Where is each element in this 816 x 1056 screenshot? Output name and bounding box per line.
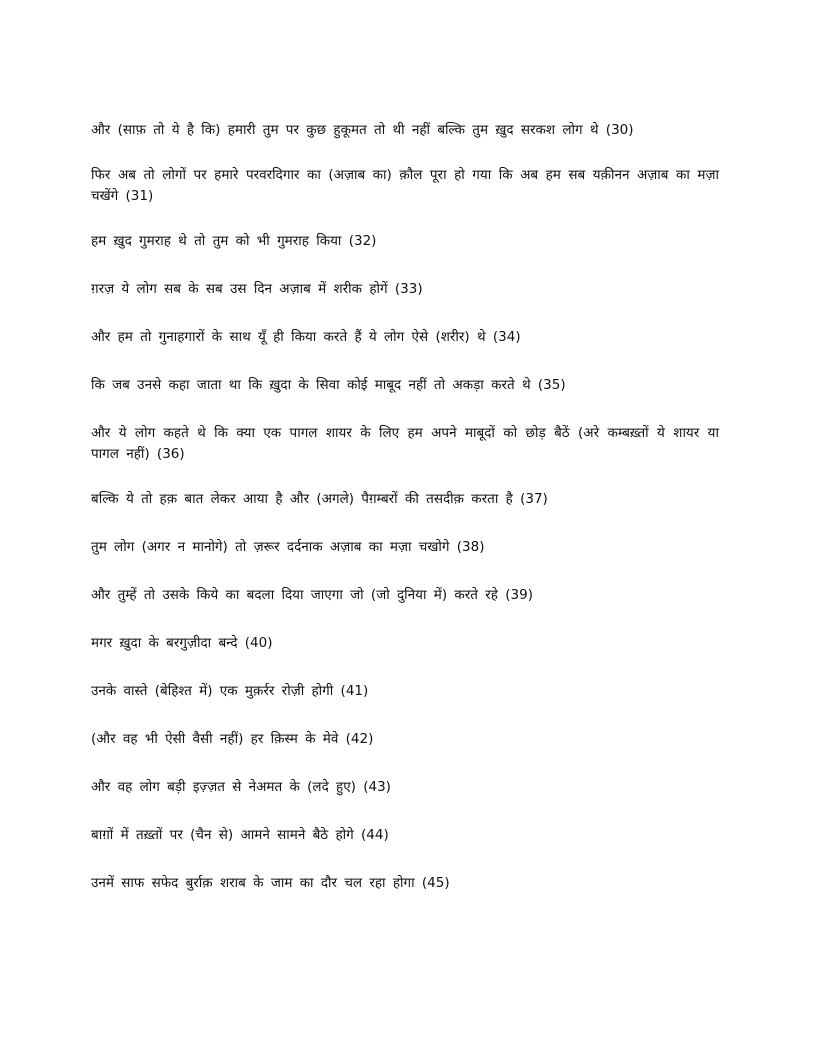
verse-30: और (साफ़ तो ये है कि) हमारी तुम पर कुछ हुकूमत तो थी नहीं बल्कि तुम ख़ुद सरकश लोग थे (30): [91, 122, 634, 138]
verse-42: (और वह भी ऐसी वैसी नहीं) हर क़िस्म के मेवे (42): [91, 731, 374, 747]
verse-34: और हम तो गुनाहगारों के साथ यूँ ही किया करते हैं ये लोग ऐसे (शरीर) थे (34): [91, 329, 521, 345]
verse-37: बल्कि ये तो हक़ बात लेकर आया है और (अगले) पैग़म्बरों की तसदीक़ करता है (37): [91, 491, 548, 507]
verse-41: उनके वास्ते (बेहिश्त में) एक मुक़र्रर रोज़ी होगी (41): [91, 683, 369, 699]
verse-44: बाग़ों में तख़्तों पर (चैन से) आमने सामने बैठे होगे (44): [91, 827, 389, 843]
verse-45: उनमें साफ सफेद बुर्राक़ शराब के जाम का दौर चल रहा होगा (45): [91, 875, 450, 891]
verse-39: और तुम्हें तो उसके किये का बदला दिया जाएगा जो (जो दुनिया में) करते रहे (39): [91, 587, 533, 603]
verse-36: और ये लोग कहते थे कि क्या एक पागल शायर के लिए हम अपने माबूदों को छोड़ बैठें (अरे कम्बख़्तों ये शायर या पागल नहीं) (36): [91, 425, 719, 462]
verse-32: हम ख़ुद गुमराह थे तो तुम को भी गुमराह किया (32): [91, 233, 377, 249]
verse-40: मगर ख़ुदा के बरगुज़ीदा बन्दे (40): [91, 635, 273, 651]
verse-31: फिर अब तो लोगों पर हमारे परवरदिगार का (अज़ाब का) क़ौल पूरा हो गया कि अब हम सब यक़ीनन अज़ाब का मज़ा चखेंगे (31): [91, 167, 719, 204]
verse-38: तुम लोग (अगर न मानोगे) तो ज़रूर दर्दनाक अज़ाब का मज़ा चखोगे (38): [91, 539, 485, 555]
verse-list: [91, 120, 719, 921]
verse-35: कि जब उनसे कहा जाता था कि ख़ुदा के सिवा कोई माबूद नहीं तो अकड़ा करते थे (35): [91, 377, 566, 393]
verse-43: और वह लोग बड़ी इज़्ज़त से नेअमत के (लदे हुए) (43): [91, 779, 391, 795]
verse-33: ग़रज़ ये लोग सब के सब उस दिन अज़ाब में शरीक होगें (33): [91, 281, 423, 297]
